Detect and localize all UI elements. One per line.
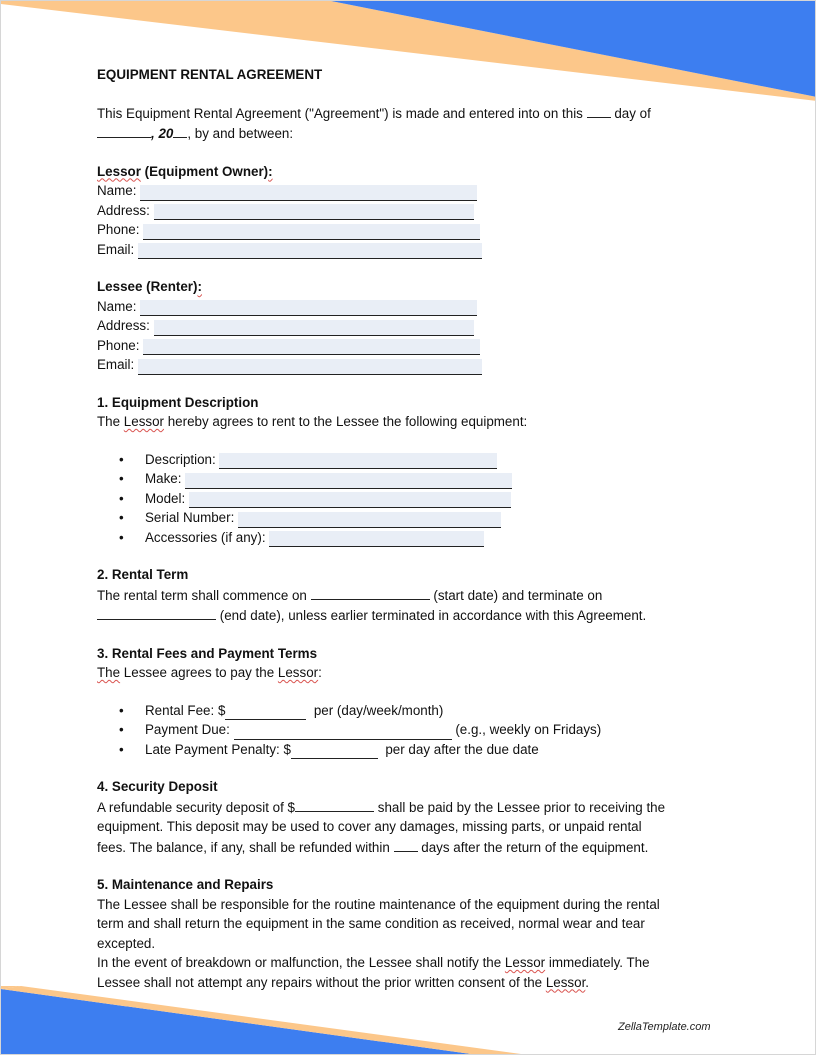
day-blank[interactable]: [587, 103, 611, 118]
lessor-phone-input[interactable]: [143, 224, 480, 240]
month-blank[interactable]: [97, 123, 151, 138]
section-2-text: The rental term shall commence on (start date) and terminate on (end date), unless earlier terminated in accordance with this Agreement.: [97, 585, 737, 626]
section-4-heading: 4. Security Deposit: [97, 779, 218, 794]
description-input[interactable]: [219, 453, 497, 469]
footer-brand: ZellaTemplate.com: [618, 1021, 711, 1033]
lessee-phone-input[interactable]: [143, 339, 480, 355]
list-item: • Rental Fee: $ per (day/week/month): [97, 701, 737, 721]
section-1-heading: 1. Equipment Description: [97, 394, 259, 410]
agreement-body: [97, 65, 737, 992]
lessor-email-field: Email:: [97, 240, 737, 260]
lessee-address-field: Address:: [97, 316, 737, 336]
section-2-heading: 2. Rental Term: [97, 567, 189, 582]
make-input[interactable]: [185, 473, 512, 489]
list-item: • Make:: [97, 469, 737, 489]
section-5-text: The Lessee shall be responsible for the routine maintenance of the equipment during the rental term and shall return the equipment in the same condition as received, normal wear and tear excepted. In the event of breakdown or malfunction, the Lessee shall notify the Lessor immediately. The Lessee shall not attempt any repairs without the prior written consent of the Lessor.: [97, 896, 660, 990]
lessor-heading: Lessor (Equipment Owner):: [97, 163, 273, 179]
lessee-name-field: Name:: [97, 297, 737, 317]
lessee-phone-field: Phone:: [97, 336, 737, 356]
section-3-intro: The Lessee agrees to pay the Lessor:: [97, 665, 322, 680]
list-item: • Description:: [97, 450, 737, 470]
list-item: • Model:: [97, 489, 737, 509]
section-1-intro: The Lessor hereby agrees to rent to the Lessee the following equipment:: [97, 414, 528, 429]
section-5-heading: 5. Maintenance and Repairs: [97, 877, 274, 892]
list-item: • Late Payment Penalty: $ per day after the due date: [97, 740, 737, 760]
model-input[interactable]: [189, 492, 511, 508]
late-penalty-blank[interactable]: [291, 744, 378, 759]
lessee-heading: Lessee (Renter):: [97, 279, 202, 294]
lessee-email-input[interactable]: [138, 359, 482, 375]
document-title: EQUIPMENT RENTAL AGREEMENT: [97, 67, 323, 82]
lessor-name-field: Name:: [97, 181, 737, 201]
list-item: • Payment Due: (e.g., weekly on Fridays): [97, 720, 737, 740]
rental-fee-blank[interactable]: [225, 705, 306, 720]
equipment-list: [97, 450, 737, 548]
payment-due-blank[interactable]: [234, 725, 452, 740]
lessor-name-input[interactable]: [140, 185, 477, 201]
end-date-blank[interactable]: [97, 605, 216, 620]
serial-number-input[interactable]: [238, 512, 501, 528]
lessee-name-input[interactable]: [140, 300, 477, 316]
list-item: • Accessories (if any):: [97, 528, 737, 548]
year-blank[interactable]: [173, 123, 187, 138]
section-3-heading: 3. Rental Fees and Payment Terms: [97, 645, 318, 661]
refund-days-blank[interactable]: [394, 837, 418, 852]
lessee-email-field: Email:: [97, 355, 737, 375]
accessories-input[interactable]: [269, 531, 484, 547]
lessor-email-input[interactable]: [138, 243, 482, 259]
payment-list: [97, 701, 737, 760]
start-date-blank[interactable]: [311, 585, 430, 600]
lessor-address-input[interactable]: [154, 204, 474, 220]
lessee-address-input[interactable]: [154, 320, 474, 336]
lessor-address-field: Address:: [97, 201, 737, 221]
lessor-phone-field: Phone:: [97, 220, 737, 240]
list-item: • Serial Number:: [97, 508, 737, 528]
deposit-blank[interactable]: [295, 797, 374, 812]
section-4-text: A refundable security deposit of $ shall be paid by the Lessee prior to receiving the equipment. This deposit may be used to cover any damages, missing parts, or unpaid rental fees. The balance, if any, shall be refunded within days after the return of the equipment.: [97, 797, 737, 858]
intro-paragraph: This Equipment Rental Agreement ("Agreement") is made and entered into on this day of , 20 , by and between:: [97, 103, 737, 144]
